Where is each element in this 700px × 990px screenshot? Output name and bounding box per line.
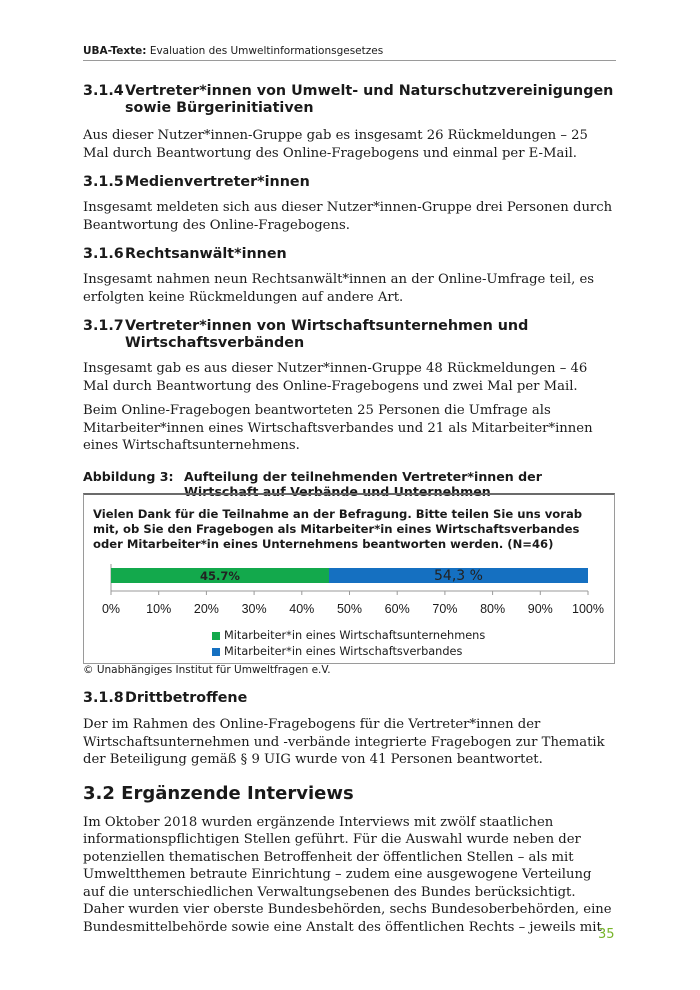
legend-label: Mitarbeiter*in eines Wirtschaftsunternehmens bbox=[224, 629, 486, 642]
paragraph: Insgesamt nahmen neun Rechtsanwält*innen an der Online-Umfrage teil, es erfolgten keine Rückmeldungen auf andere Art. bbox=[83, 272, 595, 305]
section-heading-3-1-4: 3.1.4 Vertreter*innen von Umwelt- und Naturschutzvereinigungen sowie Bürgerinitiativen bbox=[83, 83, 614, 116]
x-tick-label: 100% bbox=[572, 602, 604, 616]
paragraph: Insgesamt meldeten sich aus dieser Nutzer*innen-Gruppe drei Personen durch Beantwortung des Online-Fragebogens. bbox=[83, 200, 613, 233]
legend-item bbox=[212, 628, 485, 644]
paragraph: Beim Online-Fragebogen beantworteten 25 Personen die Umfrage als Mitarbeiter*innen eines Wirtschaftsverbandes und 21 als Mitarbeiter*innen eines Wirtschaftsunternehmens. bbox=[83, 403, 593, 453]
chart-title: Vielen Dank für die Teilnahme an der Befragung. Bitte teilen Sie uns vorab mit, ob Sie den Fragebogen als Mitarbeiter*in eines Wirtschaftsverbandes oder Mitarbeiter*in eines Unternehmens beantworten werden. (N=46) bbox=[93, 507, 583, 551]
figure-source: © Unabhängiges Institut für Umweltfragen e.V. bbox=[83, 664, 331, 676]
paragraph: Der im Rahmen des Online-Fragebogens für die Vertreter*innen der Wirtschaftsunternehmen und -verbände integrierte Fragebogen zur Thematik der Beteiligung gemäß § 9 UIG wurde von 41 Personen beantwortet. bbox=[83, 717, 605, 767]
running-header bbox=[83, 45, 616, 61]
data-label: 45.7% bbox=[200, 569, 240, 583]
lower-content bbox=[83, 690, 616, 936]
section-heading-3-1-8: 3.1.8 Drittbetroffene bbox=[83, 690, 248, 706]
header-title: Evaluation des Umweltinformationsgesetzes bbox=[149, 45, 384, 57]
figure-label: Abbildung 3: bbox=[83, 468, 174, 484]
x-tick-label: 60% bbox=[384, 602, 410, 616]
legend-swatch bbox=[212, 632, 220, 640]
x-tick-label: 50% bbox=[336, 602, 363, 616]
legend-item bbox=[212, 644, 485, 660]
page-number: 35 bbox=[598, 927, 615, 942]
x-tick-label: 40% bbox=[289, 602, 315, 616]
x-tick-label: 30% bbox=[241, 602, 267, 616]
section-heading-3-1-6: 3.1.6 Rechtsanwält*innen bbox=[83, 246, 287, 262]
x-tick-label: 70% bbox=[432, 602, 458, 616]
legend-label: Mitarbeiter*in eines Wirtschaftsverbandes bbox=[224, 645, 463, 658]
section-heading-3-1-5: 3.1.5 Medienvertreter*innen bbox=[83, 174, 310, 190]
x-tick-label: 90% bbox=[527, 602, 553, 616]
figure-caption-text: Aufteilung der teilnehmenden Vertreter*innen der Wirtschaft auf Verbände und Unternehmen bbox=[184, 468, 542, 499]
section-heading-3-1-7: 3.1.7 Vertreter*innen von Wirtschaftsunternehmen und Wirtschaftsverbänden bbox=[83, 318, 529, 351]
header-series: UBA-Texte: bbox=[83, 45, 147, 57]
paragraph: Aus dieser Nutzer*innen-Gruppe gab es insgesamt 26 Rückmeldungen – 25 Mal durch Beantwortung des Online-Fragebogens und einmal per E-Mail. bbox=[83, 128, 588, 161]
chart-legend bbox=[212, 628, 485, 660]
main-content bbox=[83, 80, 616, 499]
paragraph: Im Oktober 2018 wurden ergänzende Interviews mit zwölf staatlichen informationspflichtigen Stellen geführt. Für die Auswahl wurde neben der potenziellen thematischen Betroffenheit der öffentlichen Stellen – als mit Umweltthemen betraute Einrichtung – zudem eine ausgewogene Verteilung auf die unterschiedlichen Verwaltungsebenen des Bundes berücksichtigt. Daher wurden vier oberste Bundesbehörden, sechs Bundesoberbehörden, eine Bundesmittelbehörde sowie eine Anstalt des öffentlichen Rechts – jeweils mit bbox=[83, 814, 612, 935]
data-label: 54,3 % bbox=[434, 568, 483, 584]
legend-swatch bbox=[212, 648, 220, 656]
x-tick-label: 80% bbox=[480, 602, 506, 616]
paragraph: Insgesamt gab es aus dieser Nutzer*innen-Gruppe 48 Rückmeldungen – 46 Mal durch Beantwortung des Online-Fragebogens und zwei Mal per Mail. bbox=[83, 361, 588, 394]
section-heading-3-2: 3.2 Ergänzende Interviews bbox=[83, 782, 354, 804]
x-tick-label: 10% bbox=[146, 602, 172, 616]
x-tick-label: 20% bbox=[193, 602, 219, 616]
chart-panel bbox=[83, 493, 615, 664]
x-tick-label: 0% bbox=[101, 602, 121, 616]
